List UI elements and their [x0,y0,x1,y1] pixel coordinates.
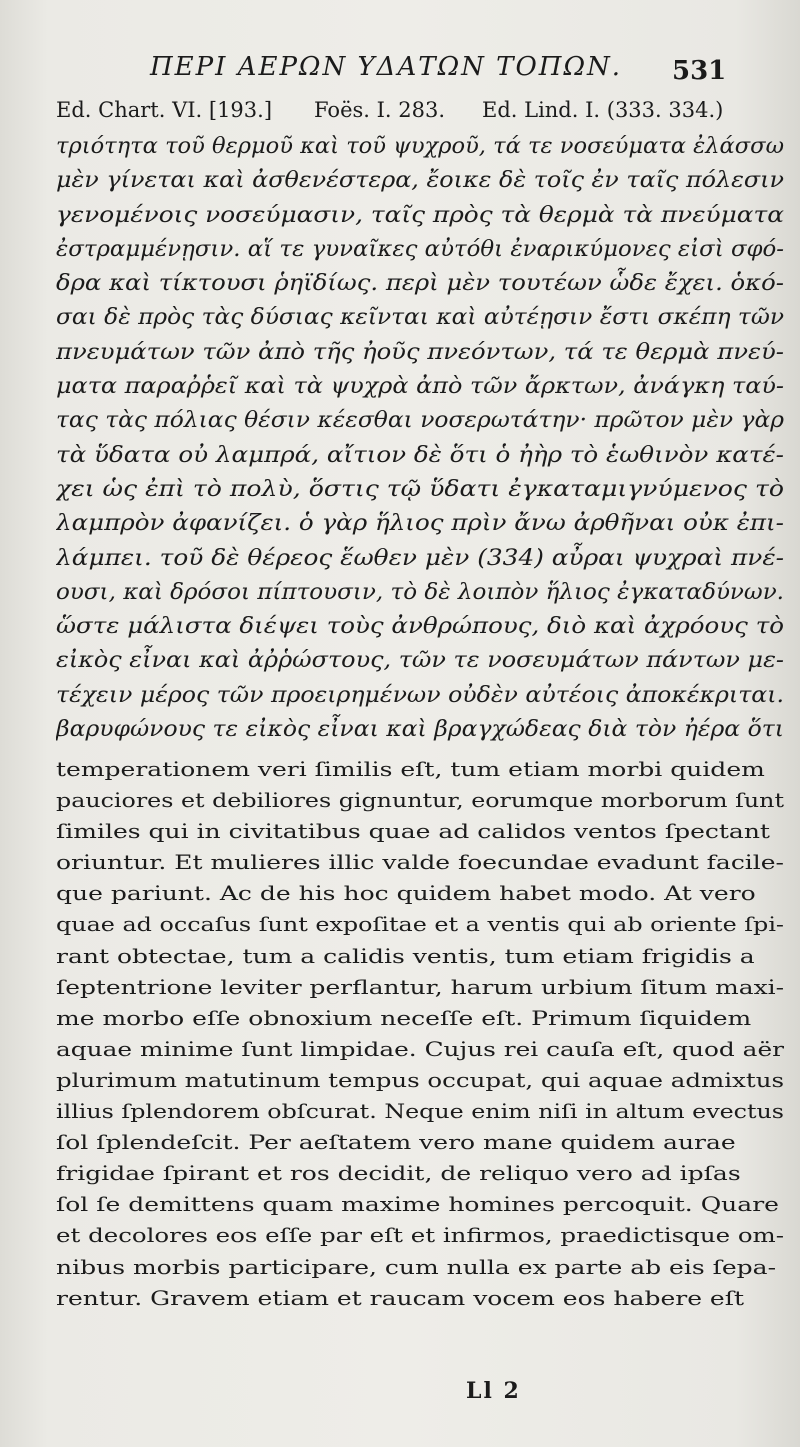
greek-text-line: πνευμάτων τῶν ἀπὸ τῆς ἠοῦς πνεόντων, τά τε θερμὰ πνεύ- [56,339,784,365]
latin-text-line: frigidae ſpirant et ros decidit, de reliquo vero ad ipſas [56,1161,741,1186]
latin-text-line: et decolores eos eſſe par eſt et infirmos, praedictisque om- [56,1223,784,1248]
latin-text-line: ſimiles qui in civitatibus quae ad calidos ventos ſpectant [56,819,770,844]
greek-text-line: εἰκὸς εἶναι καὶ ἀῤῥώστους, τῶν τε νοσευμάτων πάντων με- [56,648,785,674]
greek-text-line: βαρυφώνους τε εἰκὸς εἶναι καὶ βραγχώδεας διὰ τὸν ἠέρα ὅτι [56,717,784,743]
latin-text-line: que pariunt. Ac de his hoc quidem habet modo. At vero [56,881,756,906]
greek-text-line: τέχειν μέρος τῶν προειρημένων οὐδὲν αὐτέοις ἀποκέκριται. [56,682,784,708]
latin-text-line: ſol ſe demittens quam maxime homines percoquit. Quare [56,1192,779,1217]
greek-text-line: τας τὰς πόλιας θέσιν κέεσθαι νοσερωτάτην· πρῶτον μὲν γὰρ [56,408,784,434]
latin-text-line: illius ſplendorem obſcurat. Neque enim niſi in altum evectus [56,1099,784,1124]
page-number: 531 [672,56,727,86]
greek-text-line: γενομένοις νοσεύμασιν, ταῖς πρὸς τὰ θερμὰ τὰ πνεύματα [56,202,784,228]
printer-signature: Ll 2 [466,1378,521,1404]
greek-text-line: τὰ ὕδατα οὐ λαμπρά, αἴτιον δὲ ὅτι ὁ ἠὴρ τὸ ἑωθινὸν κατέ- [56,442,784,468]
latin-text-line: ſeptentrione leviter perflantur, harum urbium ſitum maxi- [56,974,784,999]
latin-text-line: pauciores et debiliores gignuntur, eorumque morborum ſunt [56,788,784,813]
greek-text-line: λάμπει. τοῦ δὲ θέρεος ἕωθεν μὲν (334) αὖραι ψυχραὶ πνέ- [56,545,784,571]
greek-text-line: δρα καὶ τίκτουσι ῥηϊδίως. περὶ μὲν τουτέων ὧδε ἔχει. ὁκό- [56,271,784,297]
latin-text-line: nibus morbis participare, cum nulla ex parte ab eis ſepa- [56,1254,777,1279]
reference-foesius: Foës. I. 283. [314,98,446,122]
latin-text-block [56,754,786,1314]
latin-text-line: plurimum matutinum tempus occupat, qui aquae admixtus [56,1067,784,1092]
reference-chartier: Ed. Chart. VI. [193.] [56,98,273,122]
greek-text-line: σαι δὲ πρὸς τὰς δύσιας κεῖνται καὶ αὐτέῃσιν ἔστι σκέπη τῶν [56,305,784,331]
reference-lindenius: Ed. Lind. I. (333. 334.) [482,98,724,122]
greek-text-line: λαμπρὸν ἀφανίζει. ὁ γὰρ ἥλιος πρὶν ἄνω ἀρθῆναι οὐκ ἐπι- [56,511,784,537]
greek-text-line: μὲν γίνεται καὶ ἀσθενέστερα, ἔοικε δὲ τοῖς ἐν ταῖς πόλεσιν [56,168,784,194]
greek-text-line: χει ὡς ἐπὶ τὸ πολὺ, ὅστις τῷ ὕδατι ἐγκαταμιγνύμενος τὸ [56,476,784,502]
greek-text-line: τριότητα τοῦ θερμοῦ καὶ τοῦ ψυχροῦ, τά τε νοσεύματα ἐλάσσω [56,134,784,159]
latin-text-line: temperationem veri ſimilis eſt, tum etiam morbi quidem [56,757,765,781]
latin-text-line: ſol ſplendeſcit. Per aeſtatem vero mane quidem aurae [56,1130,736,1155]
latin-text-line: aquae minime ſunt limpidae. Cujus rei cauſa eſt, quod aër [56,1036,784,1061]
greek-text-block [56,130,786,747]
latin-text-line: oriuntur. Et mulieres illic valde foecundae evadunt facile- [56,850,784,875]
greek-text-line: ἐστραμμένῃσιν. αἵ τε γυναῖκες αὐτόθι ἐναρικύμονες εἰσὶ σφό- [56,236,784,262]
greek-text-line: ὥστε μάλιστα διέψει τοὺς ἀνθρώπους, διὸ καὶ ἀχρόους τὸ [56,614,784,640]
latin-text-line: quae ad occaſus ſunt expoſitae et a ventis qui ab oriente ſpi- [56,912,784,937]
greek-text-line: ματα παραῤῥεῖ καὶ τὰ ψυχρὰ ἀπὸ τῶν ἄρκτων, ἀνάγκη ταύ- [56,374,784,400]
edition-references [56,98,796,132]
latin-text-line: rant obtectae, tum a calidis ventis, tum etiam frigidis a [56,943,755,968]
running-title: ΠΕΡΙ ΑΕΡΩΝ ΥΔΑΤΩΝ ΤΟΠΩΝ. [150,52,623,82]
latin-text-line: me morbo eſſe obnoxium neceſſe eſt. Primum ſiquidem [56,1005,752,1030]
running-head [0,44,800,94]
latin-text-line: rentur. Gravem etiam et raucam vocem eos habere eſt [56,1285,745,1310]
greek-text-line: ουσι, καὶ δρόσοι πίπτουσιν, τὸ δὲ λοιπὸν ἥλιος ἐγκαταδύνων. [56,579,784,605]
